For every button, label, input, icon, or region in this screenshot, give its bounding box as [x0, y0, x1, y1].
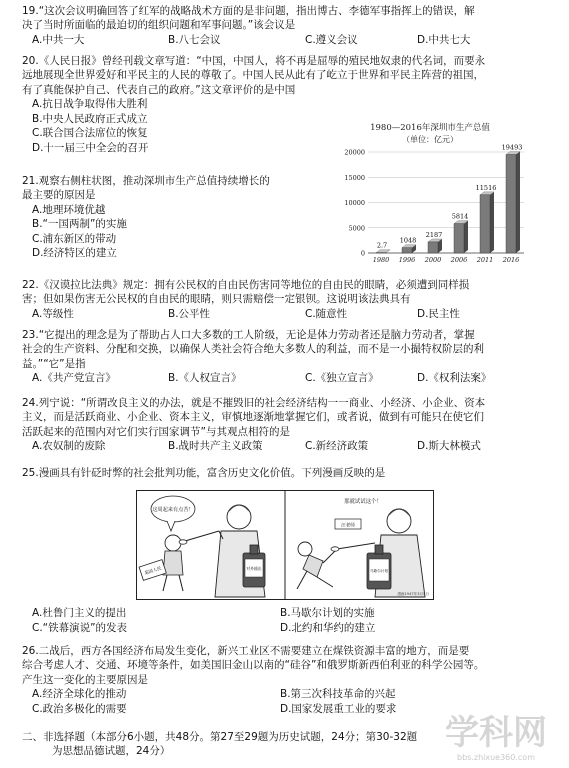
question-text-line: 产生这一变化的主要原因是	[22, 673, 148, 686]
site-watermark	[424, 706, 566, 764]
question-text-line: 24.列宁说：“所谓改良主义的办法，就是不摧毁旧的社会经济结构一一商业、小经济、小企业、资本	[22, 397, 486, 409]
cartoon-right-panel	[297, 497, 429, 597]
y-tick-label: 20000	[344, 148, 365, 157]
option-c[interactable]: C.“铁幕演说”的发表	[32, 622, 128, 634]
option-b[interactable]: B.八七会议	[168, 33, 221, 46]
option-d[interactable]: D.斯大林模式	[417, 440, 481, 453]
option-c[interactable]: C.联合国合法席位的恢复	[32, 127, 148, 140]
question-text-line: 害；但如果伤害无公民权的自由民的眼睛，则只需赔偿一定银钡。这说明该法典具有	[22, 293, 411, 306]
section-heading-line: 为思想品德试题，24分）	[52, 745, 171, 758]
option-a[interactable]: A.农奴制的废除	[32, 440, 106, 453]
question-text-line: 20.《人民日报》曾经刊载文章写道：“中国，中国人，将不再是屈辱的殖民地奴隶的代名词，而要永	[22, 55, 486, 67]
bottle-left-label: 对外输出	[246, 566, 262, 571]
political-cartoon	[136, 490, 434, 600]
y-tick-label: 5000	[348, 224, 365, 233]
option-b[interactable]: B.《人权宣言》	[168, 372, 242, 385]
options-row	[22, 687, 555, 702]
option-b[interactable]: B.第三次科技革命的兴起	[280, 688, 396, 701]
bar	[506, 155, 516, 253]
option-c[interactable]: C.遵义会议	[305, 33, 358, 46]
bar-value-label: 2.7	[376, 241, 388, 250]
option-d[interactable]: D.《权利法案》	[417, 372, 492, 385]
option-b[interactable]: B.战时共产主义政策	[168, 440, 263, 453]
question-text-line: 有了真能保护自己、代表自己的政府。”这文章评价的是中国	[22, 83, 296, 96]
cartoon-credit: 漫画1947年3月5日	[397, 592, 429, 596]
x-tick-label: 2000	[424, 256, 442, 264]
x-tick-label: 2011	[476, 256, 494, 264]
question-text-line: 最主要的原因是	[22, 189, 96, 202]
option-a[interactable]: A.等级性	[32, 307, 74, 320]
question-text-line: 23.“它提出的理念是为了帮助占人口大多数的工人阶级，无论是体力劳动者还是脑力劳动者，掌握	[22, 329, 475, 341]
option-d[interactable]: D.民主性	[417, 307, 460, 320]
chart-subtitle: （单位：亿元）	[402, 135, 458, 144]
bar-side	[516, 152, 520, 253]
speech-bubble-right: 那就试试这个！	[344, 499, 382, 505]
question-text-line: 19.“这次会议明确回答了红军的战略战术方面的是非问题，指出博古、李德军事指挥上的错误，解	[22, 5, 475, 17]
question-text-line: 22.《汉谟拉比法典》规定：拥有公民权的自由民伤害同等地位的自由民的眼睛，必须遭到同样损	[22, 279, 470, 291]
bar	[402, 248, 412, 253]
right-label: 汪老师	[341, 523, 355, 529]
question-24	[22, 396, 555, 454]
question-text-line: 决了当时所面临的最迫切的组织问题和军事问题。”该会议是	[22, 19, 296, 32]
bar-value-label: 19493	[501, 143, 523, 152]
option-a[interactable]: A.《共产党宣言》	[32, 372, 116, 385]
option-a[interactable]: A.地理环境优越	[32, 203, 106, 216]
option-b[interactable]: B.“一国两制”的实施	[32, 218, 127, 231]
options-row	[22, 439, 555, 454]
x-tick-label: 2016	[502, 256, 520, 264]
options-row	[22, 606, 555, 621]
bar-value-label: 1048	[399, 236, 417, 245]
option-d[interactable]: D.经济特区的建立	[32, 247, 117, 260]
option-b[interactable]: B.中央人民政府正式成立	[32, 112, 148, 125]
option-d[interactable]: D.北约和华约的建立	[280, 622, 376, 634]
gdp-bar-chart	[330, 120, 530, 270]
option-c[interactable]: C.新经济政策	[305, 440, 369, 453]
question-23	[22, 328, 555, 386]
watermark-logo: 学科网	[445, 713, 547, 753]
y-tick-label: 15000	[344, 173, 365, 182]
falling-figure-head	[298, 542, 312, 556]
question-text-line: 社会的生产资料、分配和交换，以确保人类社会符合绝大多数人的利益，而不是一小撮特权阶层的利	[22, 343, 484, 356]
option-a[interactable]: A.杜鲁门主义的提出	[32, 607, 127, 619]
bar-value-label: 5814	[451, 212, 469, 221]
question-text-line: 25.漫画具有针砭时弊的社会批判功能，富含历史文化价值。下列漫画反映的是	[22, 467, 386, 479]
question-19	[22, 4, 555, 48]
bar-side	[490, 192, 494, 253]
question-text-line: 活跃起来的范围内对它们实行国家调节”与其观点相符的是	[22, 425, 290, 438]
option-c[interactable]: C.政治多极化的需要	[32, 703, 127, 716]
options-row	[22, 33, 555, 48]
question-text-line: 主义，而是活跃商业、小企业、资本主义，审慎地逐渐地掌握它们，或者说，做到有可能只在使它们	[22, 411, 484, 424]
x-tick-label: 1996	[398, 256, 416, 264]
options-row	[22, 621, 555, 636]
option-c[interactable]: C.浦东新区的带动	[32, 232, 117, 245]
options-row	[22, 307, 555, 322]
bar	[428, 242, 438, 253]
x-tick-label: 2006	[450, 256, 468, 264]
chart-grid	[368, 152, 524, 253]
question-25	[22, 466, 555, 480]
y-tick-label: 0	[360, 249, 365, 258]
bottle-right-label: 马歇尔计划	[370, 569, 388, 573]
question-text-line: 益。”“它”是指	[22, 357, 86, 370]
options-row	[22, 371, 555, 386]
bar-value-label: 2187	[425, 230, 443, 239]
chart-title: 1980—2016年深圳市生产总值	[370, 123, 490, 133]
option-d[interactable]: D.十一届三中全会的召开	[32, 141, 149, 154]
y-tick-label: 10000	[344, 199, 365, 207]
option-d[interactable]: D.中共七大	[417, 33, 471, 46]
option-d[interactable]: D.国家发展重工业的要求	[280, 703, 397, 716]
cartoon-left-panel	[139, 496, 265, 597]
section-heading-line: 二、非选择题（本部分6小题，共48分。第27至29题为历史试题，24分；第30-32题	[22, 731, 418, 743]
question-text-line: 26.二战后，西方各国经济布局发生变化，新兴工业区不需要建立在煤铁资源丰富的地方，而是要	[22, 645, 470, 657]
question-25-options	[22, 606, 555, 636]
option-b[interactable]: B.公平性	[168, 307, 211, 320]
option-c[interactable]: C.《独立宣言》	[305, 372, 379, 385]
question-text-line: 综合考虑人才、交通、环境等条件，如美国旧金山以南的“硅谷”和俄罗斯新西伯利亚的科学公园等。	[22, 659, 485, 672]
small-figure-head	[165, 535, 181, 551]
option-c[interactable]: C.随意性	[305, 307, 348, 320]
bar-top	[376, 250, 390, 253]
speech-bubble-left: 这周起来有点苦！	[152, 507, 194, 513]
bar	[480, 195, 490, 253]
option-a[interactable]: A.抗日战争取得伟大胜利	[32, 98, 148, 111]
x-tick-label: 1980	[372, 256, 390, 264]
option-a[interactable]: A.经济全球化的推动	[32, 688, 127, 701]
option-b[interactable]: B.马歇尔计划的实施	[280, 607, 375, 619]
bar	[454, 224, 464, 253]
chart-labels	[373, 144, 523, 264]
bar-value-label: 11516	[475, 183, 497, 192]
question-text-line: 21.观察右侧柱状图，推动深圳市生产总值持续增长的	[22, 175, 270, 187]
option-a[interactable]: A.中共一大	[32, 33, 85, 46]
question-22	[22, 278, 555, 322]
signboard-left: 某国人民	[144, 566, 163, 577]
question-text-line: 远地展现全世界爱好和平民主的人民的尊敬了。中国人民从此有了屹立于世界和平民主阵营的祖国，	[22, 69, 484, 82]
bar-side	[464, 221, 468, 253]
watermark-url: bbs.zhixue360.com	[457, 753, 535, 762]
